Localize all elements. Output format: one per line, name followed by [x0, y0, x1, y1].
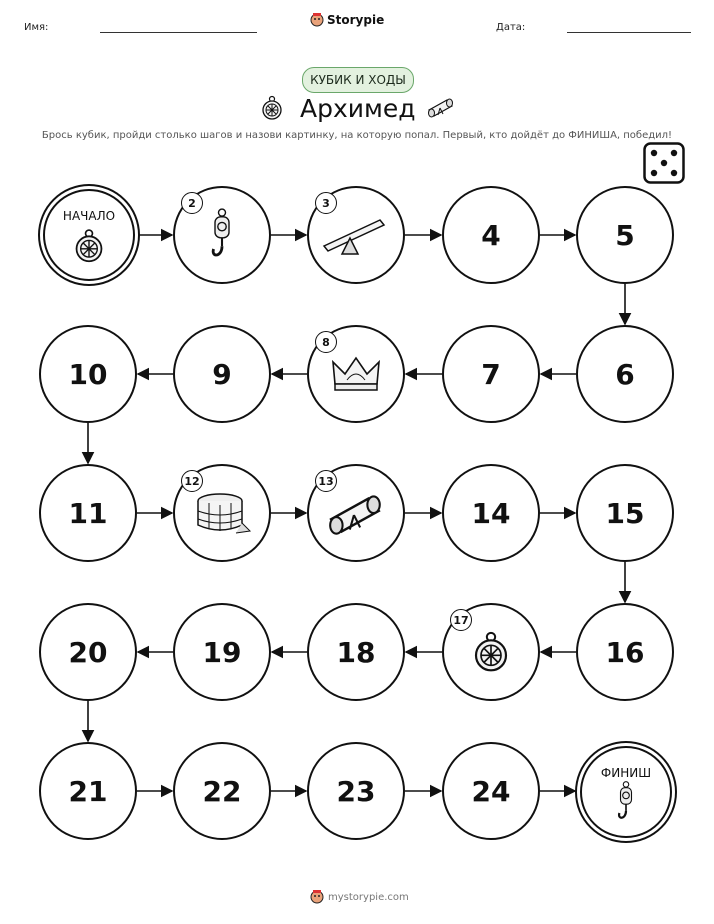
scroll-icon — [325, 490, 387, 536]
board-cell-2[interactable] — [173, 186, 271, 284]
cell-number: 14 — [471, 496, 511, 530]
cell-number: 23 — [336, 774, 376, 808]
well-icon — [192, 489, 252, 537]
cell-number: 5 — [615, 218, 635, 252]
board-cell-18[interactable] — [307, 603, 405, 701]
page-title: Архимед — [300, 94, 416, 123]
name-label: Имя: — [24, 22, 49, 33]
date-label: Дата: — [496, 22, 526, 33]
finish-cell[interactable] — [580, 746, 672, 838]
footer-site: mystorypie.com — [328, 891, 409, 903]
board-cell-6[interactable] — [576, 325, 674, 423]
board-cell-14[interactable] — [442, 464, 540, 562]
board-cell-11[interactable] — [39, 464, 137, 562]
cell-number: 15 — [605, 496, 645, 530]
cell-number-badge: 17 — [450, 609, 472, 631]
board-cell-20[interactable] — [39, 603, 137, 701]
cell-number-badge: 2 — [181, 192, 203, 214]
board-cell-10[interactable] — [39, 325, 137, 423]
finish-label: ФИНИШ — [600, 766, 652, 780]
cell-number: 11 — [68, 496, 108, 530]
mascot-icon — [310, 889, 324, 905]
cell-number: 18 — [336, 635, 376, 669]
board-cell-8[interactable] — [307, 325, 405, 423]
start-cell[interactable] — [43, 189, 135, 281]
board-cell-7[interactable] — [442, 325, 540, 423]
board-cell-24[interactable] — [442, 742, 540, 840]
board-cell-13[interactable] — [307, 464, 405, 562]
footer — [310, 889, 409, 905]
board-cell-9[interactable] — [173, 325, 271, 423]
cell-number: 10 — [68, 357, 108, 391]
instructions: Брось кубик, пройди столько шагов и назови картинку, на которую попал. Первый, кто дойдёт до ФИНИША, победил! — [41, 130, 673, 141]
cell-number: 6 — [615, 357, 635, 391]
cell-number: 19 — [202, 635, 242, 669]
board-cell-17[interactable] — [442, 603, 540, 701]
cell-number-badge: 12 — [181, 470, 203, 492]
board-cell-23[interactable] — [307, 742, 405, 840]
lever-icon — [320, 214, 392, 256]
board-cell-19[interactable] — [173, 603, 271, 701]
compass-icon — [72, 228, 106, 264]
start-label: НАЧАЛО — [62, 209, 116, 223]
compass-icon — [471, 630, 511, 674]
cell-number: 24 — [471, 774, 511, 808]
cell-number-badge: 13 — [315, 470, 337, 492]
cell-number: 9 — [212, 357, 232, 391]
board-cell-22[interactable] — [173, 742, 271, 840]
cell-number: 21 — [68, 774, 108, 808]
cell-number-badge: 3 — [315, 192, 337, 214]
brand-name: Storypie — [327, 13, 385, 27]
crown-icon — [329, 354, 383, 394]
board-cell-21[interactable] — [39, 742, 137, 840]
cell-number: 7 — [481, 357, 501, 391]
game-tag: КУБИК И ХОДЫ — [302, 67, 414, 93]
pulley-hook-icon — [614, 780, 638, 824]
board-cell-5[interactable] — [576, 186, 674, 284]
board-cell-3[interactable] — [307, 186, 405, 284]
pulley-hook-icon — [207, 207, 237, 263]
cell-number: 22 — [202, 774, 242, 808]
board-cell-12[interactable] — [173, 464, 271, 562]
cell-number: 20 — [68, 635, 108, 669]
board-cell-16[interactable] — [576, 603, 674, 701]
cell-number-badge: 8 — [315, 331, 337, 353]
cell-number: 4 — [481, 218, 501, 252]
board-cell-15[interactable] — [576, 464, 674, 562]
board-cell-4[interactable] — [442, 186, 540, 284]
cell-number: 16 — [605, 635, 645, 669]
